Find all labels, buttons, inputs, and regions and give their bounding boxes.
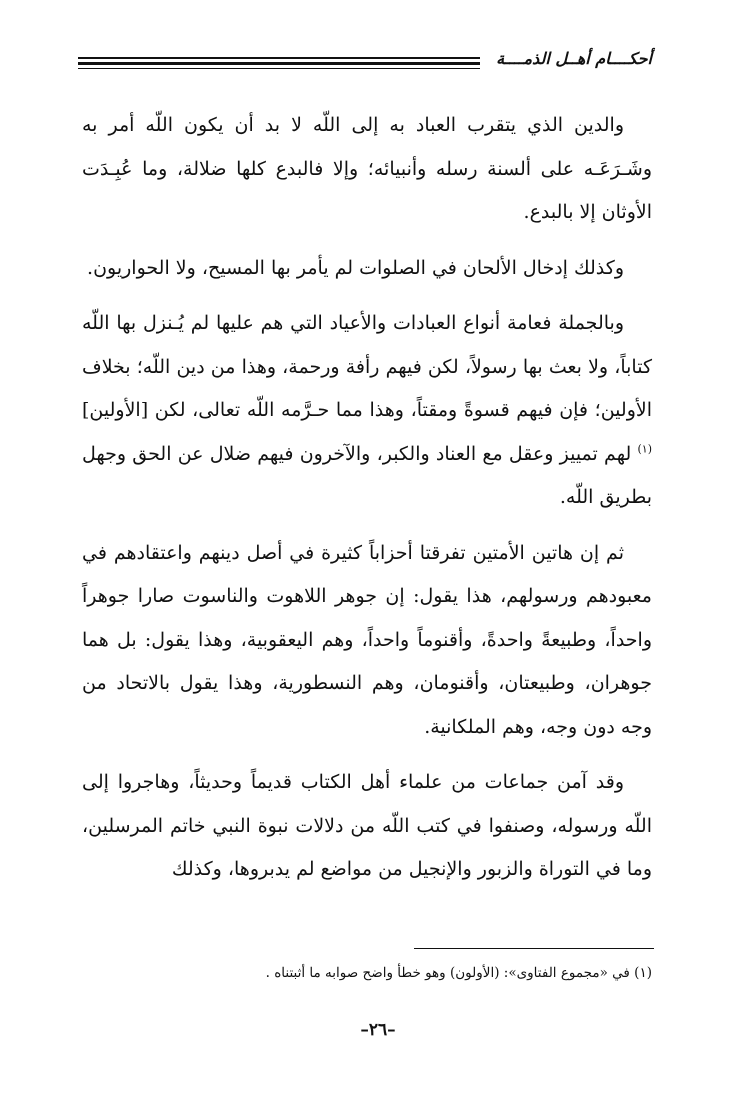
footnote-divider	[414, 948, 654, 949]
paragraph: وكذلك إدخال الألحان في الصلوات لم يأمر بها المسيح، ولا الحواريون.	[87, 256, 624, 279]
page-number: –٢٦–	[360, 1020, 396, 1040]
header-rule	[78, 62, 480, 65]
body-text	[82, 104, 652, 904]
paragraph-text: لهم تمييز وعقل مع العناد والكبر، والآخرون فيهم ضلال عن الحق وجهل بطريق اللّه.	[82, 442, 652, 508]
header-rule	[78, 68, 480, 69]
paragraph-with-footnote	[82, 302, 652, 520]
running-header	[78, 48, 652, 78]
header-rule	[78, 57, 480, 59]
footnote: (١) في «مجموع الفتاوى»: (الأولون) وهو خطأ واضح صوابه ما أثبتناه .	[265, 965, 652, 981]
footnote-reference: (١)	[637, 442, 652, 456]
header-title: أحكــــام أهــل الذمــــة	[488, 48, 652, 70]
paragraph-text: وبالجملة فعامة أنواع العبادات والأعياد التي هم عليها لم يُـنزل بها اللّه كتاباً، ولا بعث بها رسولاً، لكن فيهم رأفة ورحمة، وهذا من دين اللّه؛ بخلاف الأولين؛ فإن فيهم قسوةً ومقتاً، وهذا مما حـرَّمه اللّه تعالى، لكن [الأولين]	[82, 312, 652, 421]
paragraph: ثم إن هاتين الأمتين تفرقتا أحزاباً كثيرة في أصل دينهم واعتقادهم في معبودهم ورسولهم، هذا يقول: إن جوهر اللاهوت والناسوت صارا جوهراً واحداً، وطبيعةً واحدةً، وأقنوماً واحداً، وهم اليعقوبية، وهذا يقول: بل هما جوهران، وطبيعتان، وأقنومان، وهم النسطورية، وهذا يقول بالاتحاد من وجه دون وجه، وهم الملكانية.	[82, 541, 652, 738]
paragraph: والدين الذي يتقرب العباد به إلى اللّه لا بد أن يكون اللّه أمر به وشَـرَعَـه على ألسنة رسله وأنبيائه؛ وإلا فالبدع كلها ضلالة، وما عُبِـدَت الأوثان إلا بالبدع.	[82, 114, 652, 223]
paragraph: وقد آمن جماعات من علماء أهل الكتاب قديماً وحديثاً، وهاجروا إلى اللّه ورسوله، وصنفوا في كتب اللّه من دلالات نبوة النبي خاتم المرسلين، وما في التوراة والزبور والإنجيل من مواضع لم يدبروها، وكذلك	[82, 771, 652, 880]
